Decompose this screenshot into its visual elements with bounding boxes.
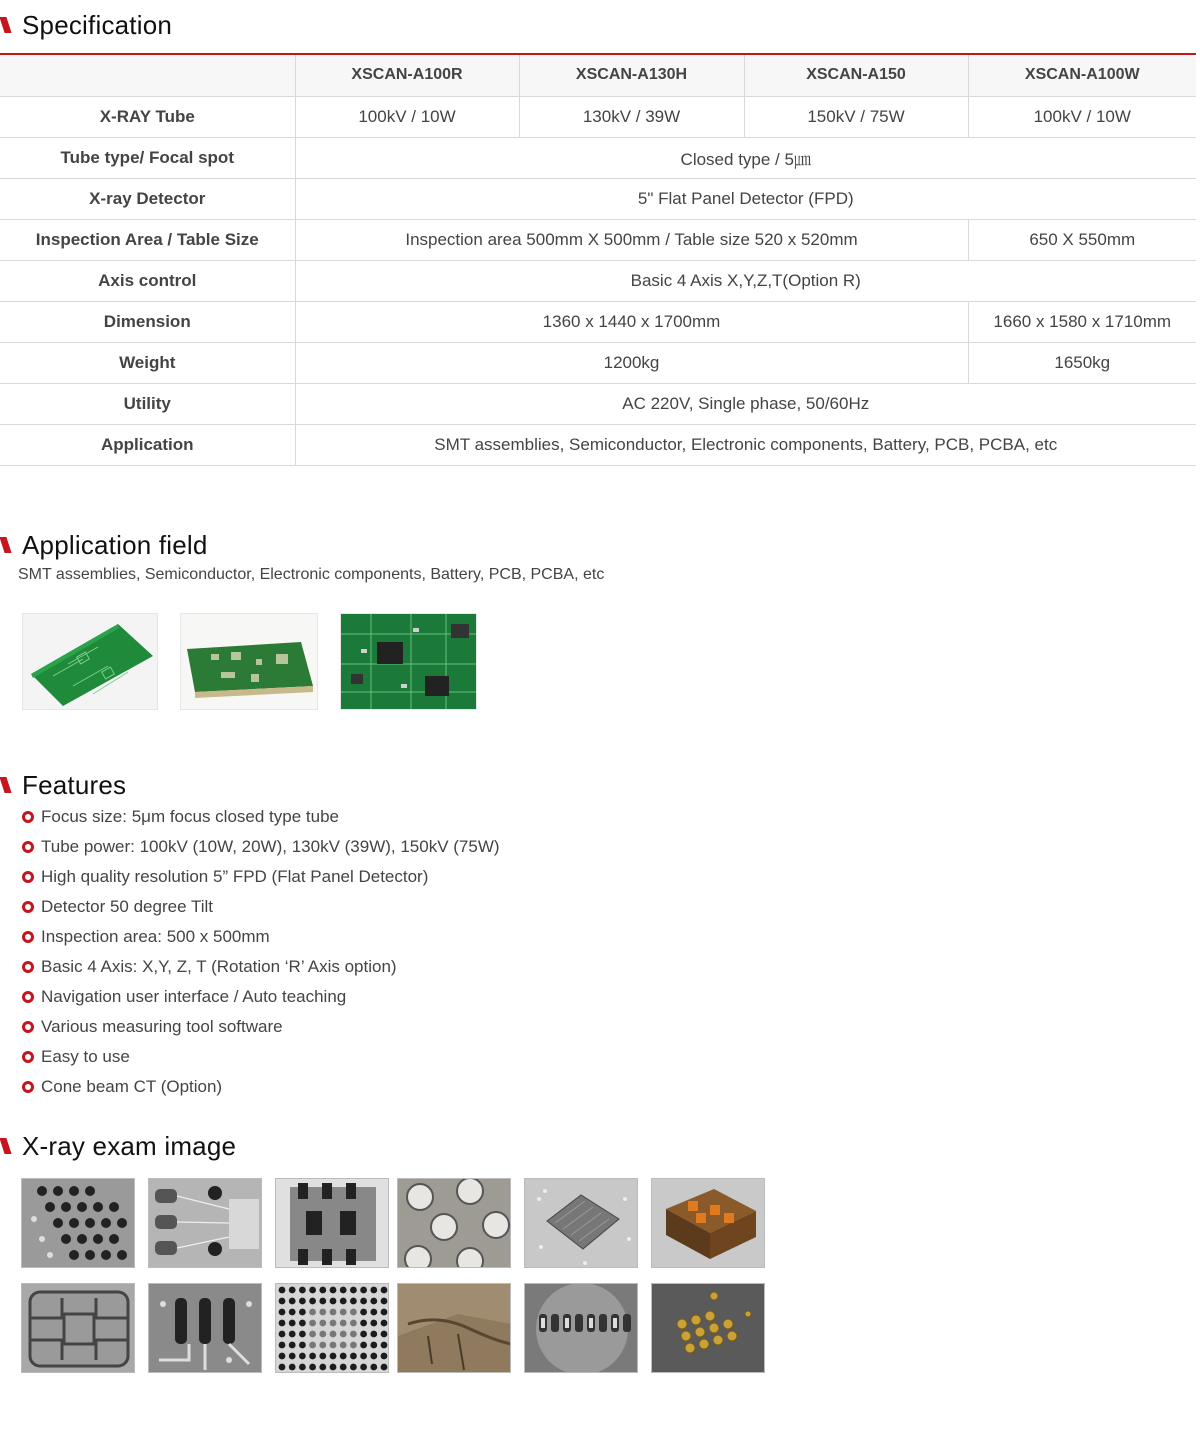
- model-header: XSCAN-A100R: [295, 55, 519, 96]
- spec-row-label: Utility: [0, 383, 295, 424]
- xray-image-gold-bumps: [651, 1283, 765, 1373]
- application-title: Application field: [22, 529, 208, 560]
- spec-cell: 1360 x 1440 x 1700mm: [295, 301, 968, 342]
- feature-item: [22, 922, 500, 952]
- feature-text: Tube power: 100kV (10W, 20W), 130kV (39W), 150kV (75W): [41, 837, 500, 856]
- circle-bullet-icon: [22, 961, 34, 973]
- spec-row-label: Inspection Area / Table Size: [0, 219, 295, 260]
- spec-row-label: Weight: [0, 342, 295, 383]
- feature-text: Basic 4 Axis: X,Y, Z, T (Rotation ‘R’ Axis option): [41, 957, 397, 976]
- circle-bullet-icon: [22, 901, 34, 913]
- circle-bullet-icon: [22, 1021, 34, 1033]
- title-accent-mark: [0, 775, 14, 795]
- feature-item: [22, 892, 500, 922]
- pcb-photo-2: [180, 613, 318, 710]
- spec-cell: Inspection area 500mm X 500mm / Table size 520 x 520mm: [295, 219, 968, 260]
- spec-row-tube-type: [0, 137, 1196, 178]
- feature-text: Navigation user interface / Auto teaching: [41, 987, 347, 1006]
- xray-image-chip-3d: [524, 1178, 638, 1268]
- title-accent-mark: [0, 535, 14, 555]
- spec-cell: 1650kg: [968, 342, 1196, 383]
- spec-cell: 650 X 550mm: [968, 219, 1196, 260]
- xray-title: X-ray exam image: [22, 1130, 237, 1161]
- model-header: XSCAN-A150: [744, 55, 968, 96]
- spec-cell: 130kV / 39W: [519, 96, 744, 137]
- feature-item: [22, 802, 500, 832]
- spec-cell: AC 220V, Single phase, 50/60Hz: [295, 383, 1196, 424]
- spec-header-row: [0, 55, 1196, 96]
- spec-row-label: Dimension: [0, 301, 295, 342]
- feature-item: [22, 1042, 500, 1072]
- spec-cell: Basic 4 Axis X,Y,Z,T(Option R): [295, 260, 1196, 301]
- circle-bullet-icon: [22, 811, 34, 823]
- xray-image-component: [275, 1178, 389, 1268]
- spec-cell: Closed type / 5㎛: [295, 137, 1196, 178]
- feature-text: Inspection area: 500 x 500mm: [41, 927, 270, 946]
- spec-section-title: [0, 8, 172, 42]
- feature-item: [22, 862, 500, 892]
- feature-item: [22, 832, 500, 862]
- feature-item: [22, 982, 500, 1012]
- spec-row-label: Application: [0, 424, 295, 465]
- application-section-title: [0, 528, 208, 562]
- xray-section-title: [0, 1129, 236, 1163]
- feature-text: Cone beam CT (Option): [41, 1077, 223, 1096]
- spec-row-label: X-RAY Tube: [0, 96, 295, 137]
- circle-bullet-icon: [22, 1081, 34, 1093]
- xray-image-wire-bond: [148, 1178, 262, 1268]
- spec-row-label: Tube type/ Focal spot: [0, 137, 295, 178]
- model-header: XSCAN-A130H: [519, 55, 744, 96]
- xray-image-bga: [21, 1178, 135, 1268]
- spec-row-inspection: [0, 219, 1196, 260]
- xray-image-cross-section: [397, 1283, 511, 1373]
- xray-image-solder-balls: [397, 1178, 511, 1268]
- spec-cell: SMT assemblies, Semiconductor, Electronic components, Battery, PCB, PCBA, etc: [295, 424, 1196, 465]
- spec-row-dimension: [0, 301, 1196, 342]
- title-accent-mark: [0, 15, 14, 35]
- xray-image-sim-chip: [21, 1283, 135, 1373]
- features-section-title: [0, 768, 126, 802]
- feature-item: [22, 1012, 500, 1042]
- spec-cell: 5" Flat Panel Detector (FPD): [295, 178, 1196, 219]
- spec-row-label: X-ray Detector: [0, 178, 295, 219]
- spec-row-xray-tube: [0, 96, 1196, 137]
- xray-image-grid-array: [275, 1283, 389, 1373]
- spec-cell: 150kV / 75W: [744, 96, 968, 137]
- spec-row-axis: [0, 260, 1196, 301]
- spec-cell: 100kV / 10W: [295, 96, 519, 137]
- spec-header-blank: [0, 55, 295, 96]
- spec-row-application: [0, 424, 1196, 465]
- feature-text: High quality resolution 5” FPD (Flat Panel Detector): [41, 867, 429, 886]
- pcb-photo-1: [22, 613, 158, 710]
- feature-text: Focus size: 5μm focus closed type tube: [41, 807, 339, 826]
- feature-text: Detector 50 degree Tilt: [41, 897, 213, 916]
- spec-row-label: Axis control: [0, 260, 295, 301]
- pcb-photo-3: [340, 613, 477, 710]
- circle-bullet-icon: [22, 1051, 34, 1063]
- circle-bullet-icon: [22, 841, 34, 853]
- spec-cell: 1200kg: [295, 342, 968, 383]
- feature-text: Various measuring tool software: [41, 1017, 283, 1036]
- spec-row-detector: [0, 178, 1196, 219]
- model-header: XSCAN-A100W: [968, 55, 1196, 96]
- circle-bullet-icon: [22, 871, 34, 883]
- title-accent-mark: [0, 1136, 14, 1156]
- application-description: SMT assemblies, Semiconductor, Electronic components, Battery, PCB, PCBA, etc: [18, 566, 605, 583]
- feature-item: [22, 1072, 500, 1102]
- spec-row-utility: [0, 383, 1196, 424]
- spec-row-weight: [0, 342, 1196, 383]
- xray-image-circular-ct: [524, 1283, 638, 1373]
- spec-table: [0, 55, 1196, 466]
- xray-image-ct-render: [651, 1178, 765, 1268]
- feature-item: [22, 952, 500, 982]
- circle-bullet-icon: [22, 931, 34, 943]
- spec-cell: 1660 x 1580 x 1710mm: [968, 301, 1196, 342]
- circle-bullet-icon: [22, 991, 34, 1003]
- spec-title: Specification: [22, 9, 173, 40]
- xray-image-capacitors: [148, 1283, 262, 1373]
- feature-text: Easy to use: [41, 1047, 130, 1066]
- features-list: [22, 802, 500, 1102]
- spec-cell: 100kV / 10W: [968, 96, 1196, 137]
- features-title: Features: [22, 769, 127, 800]
